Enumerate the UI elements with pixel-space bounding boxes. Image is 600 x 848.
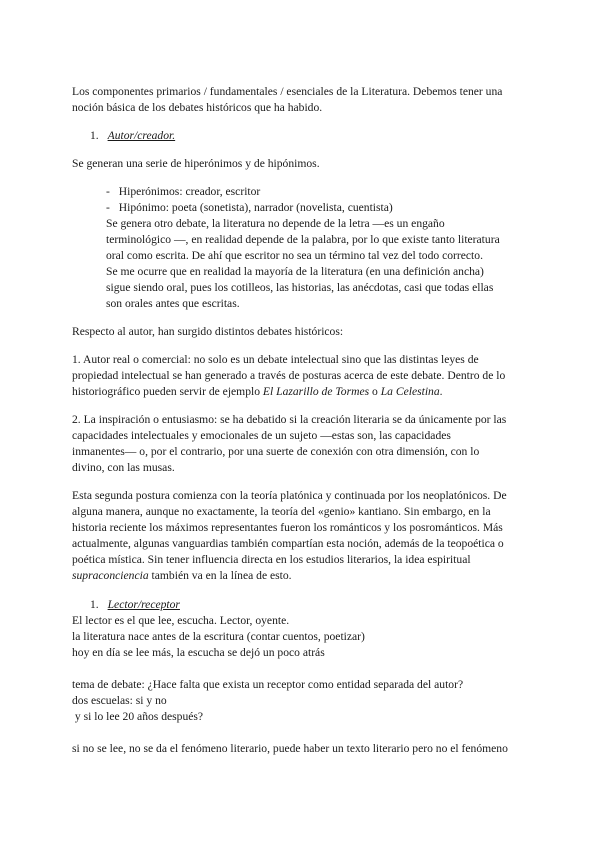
section-number: 1. xyxy=(90,129,99,142)
point2-line: capacidades intelectuales y emocionales de un sujeto —estas son, las capacidades xyxy=(72,429,451,442)
indented-line: Se genera otro debate, la literatura no depende de la letra —es un engaño xyxy=(106,217,445,230)
tema-line: y si lo lee 20 años después? xyxy=(72,710,204,723)
section-title: Autor/creador. xyxy=(107,129,176,142)
point1-text: historiográfico pueden servir de ejemplo xyxy=(72,385,263,398)
indented-line: terminológico —, en realidad depende de la palabra, por lo que existe tanto literatura xyxy=(106,233,500,246)
intro-line-1: Los componentes primarios / fundamentales / esenciales de la Literatura. Debemos tener una xyxy=(72,85,503,98)
point1-text: o xyxy=(369,385,381,398)
segunda-line: poética mística. Sin tener influencia directa en los estudios literarios, la idea espiritual xyxy=(72,553,471,566)
indented-line: oral como escrita. De ahí que escritor no sea un término tal vez del todo correcto. xyxy=(106,249,483,262)
point1-text: . xyxy=(439,385,443,398)
point2-line: divino, con las musas. xyxy=(72,461,175,474)
final-line: si no se lee, no se da el fenómeno literario, puede haber un texto literario pero no el fenómeno xyxy=(72,742,508,755)
point1-line: 1. Autor real o comercial: no solo es un debate intelectual sino que las distintas leyes de xyxy=(72,353,479,366)
tema-line: dos escuelas: si y no xyxy=(72,694,167,707)
segunda-text: también va en la línea de esto. xyxy=(148,569,292,582)
intro-line-2: noción básica de los debates históricos que ha habido. xyxy=(72,101,323,114)
book-title: La Celestina xyxy=(380,385,440,398)
indented-line: son orales antes que escritas. xyxy=(106,297,240,310)
segunda-line xyxy=(72,568,292,584)
bullet-text: Hipónimo: poeta (sonetista), narrador (novelista, cuentista) xyxy=(118,201,393,214)
bullet-item xyxy=(106,184,260,200)
hyper-intro: Se generan una serie de hiperónimos y de hipónimos. xyxy=(72,157,320,170)
segunda-line: Esta segunda postura comienza con la teoría platónica y continuada por los neoplatónicos. De xyxy=(72,489,507,502)
respecto-paragraph: Respecto al autor, han surgido distintos debates históricos: xyxy=(72,325,344,338)
section-number: 1. xyxy=(90,598,99,611)
bullet-item xyxy=(106,200,393,216)
lector-line: El lector es el que lee, escucha. Lector, oyente. xyxy=(72,614,290,627)
section-heading-lector xyxy=(90,597,180,613)
segunda-line: alguna manera, aunque no exactamente, la teoría del «genio» kantiano. Sin embargo, en la xyxy=(72,505,491,518)
segunda-line: actualmente, algunas vanguardias también compartían esta noción, además de la teopoética o xyxy=(72,537,504,550)
point1-line xyxy=(72,384,443,400)
point2-line: inmanentes— o, por el contrario, por una suerte de conexión con otra dimensión, con lo xyxy=(72,445,480,458)
bullet-dash: - xyxy=(106,201,110,214)
book-title: El Lazarillo de Tormes xyxy=(262,385,370,398)
indented-line: Se me ocurre que en realidad la mayoría de la literatura (en una definición ancha) xyxy=(106,265,484,278)
lector-line: la literatura nace antes de la escritura (contar cuentos, poetizar) xyxy=(72,630,365,643)
indented-line: sigue siendo oral, pues los cotilleos, las historias, las anécdotas, casi que todas ellas xyxy=(106,281,494,294)
segunda-line: historia reciente los máximos representantes fueron los románticos y los posrománticos. Más xyxy=(72,521,503,534)
italic-term: supraconciencia xyxy=(72,569,149,582)
bullet-text: Hiperónimos: creador, escritor xyxy=(118,185,261,198)
section-heading-autor xyxy=(90,128,175,144)
tema-line: tema de debate: ¿Hace falta que exista un receptor como entidad separada del autor? xyxy=(72,678,464,691)
point2-line: 2. La inspiración o entusiasmo: se ha debatido si la creación literaria se da únicamente por las xyxy=(72,413,507,426)
bullet-dash: - xyxy=(106,185,110,198)
section-title: Lector/receptor xyxy=(107,598,180,611)
point1-line: propiedad intelectual se han generado a través de posturas acerca de este debate. Dentro de lo xyxy=(72,369,506,382)
lector-line: hoy en día se lee más, la escucha se dejó un poco atrás xyxy=(72,646,325,659)
